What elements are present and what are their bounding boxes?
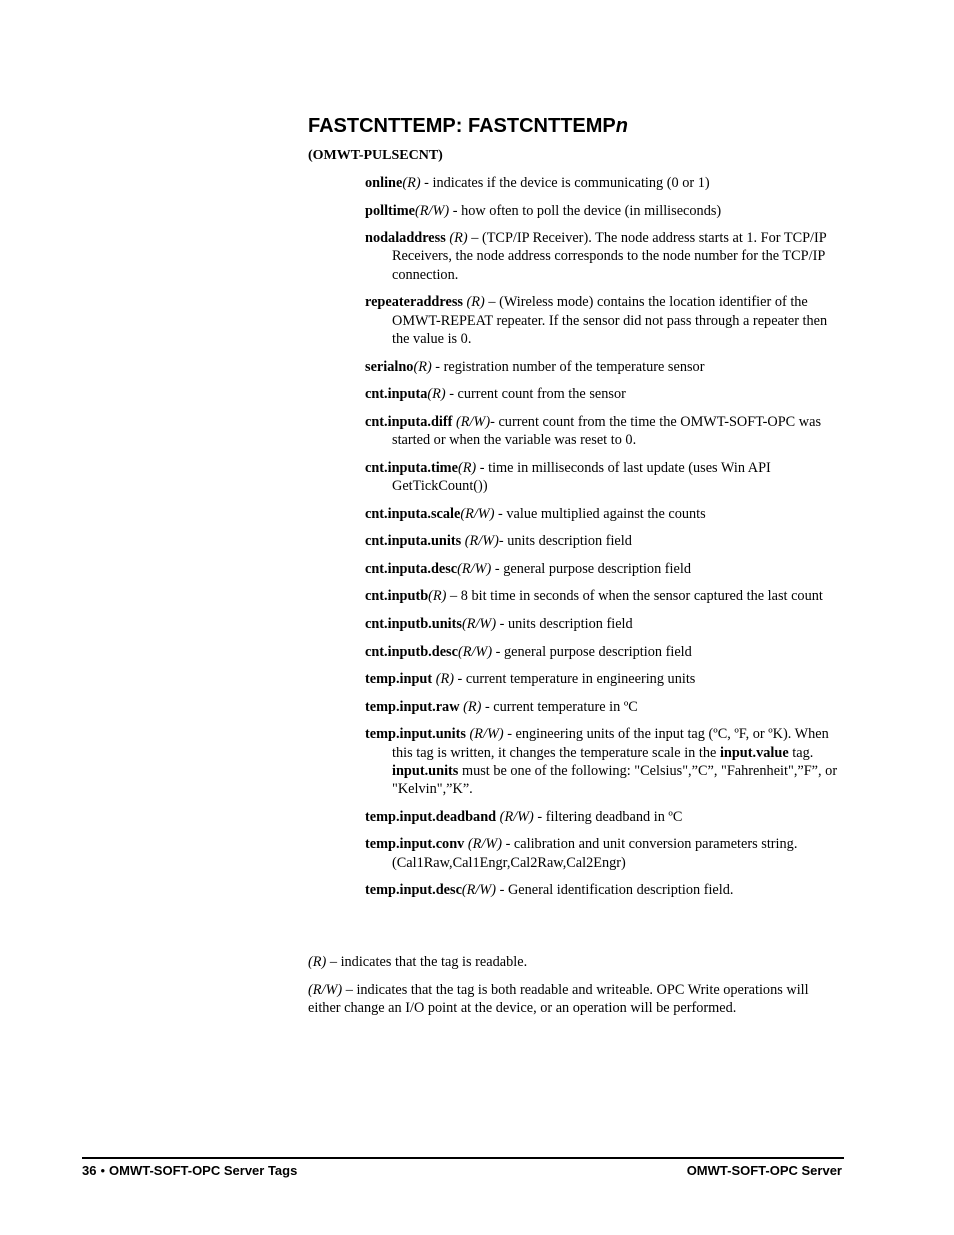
legend-readwrite <box>308 981 840 1018</box>
legend-text: – indicates that the tag is readable. <box>326 954 528 970</box>
tag-entry-temp-input-units <box>365 725 840 798</box>
tag-name: cnt.inputa.time <box>365 459 458 476</box>
tag-description: - current temperature in engineering units <box>453 671 696 688</box>
legend-text: – indicates that the tag is both readable and writeable. OPC Write operations will either change an I/O point at the device, or an operation will be performed. <box>308 981 809 1016</box>
tag-description: - current count from the sensor <box>445 386 626 403</box>
tag-access: (R) <box>427 386 446 403</box>
tag-entry-cnt-inputb-desc <box>365 643 840 661</box>
tag-description: - registration number of the temperature sensor <box>431 358 705 375</box>
tag-name: cnt.inputa.scale <box>365 505 461 522</box>
tag-entry-cnt-inputa-scale <box>365 505 840 523</box>
tag-description: – (Wireless mode) contains the location identifier of the OMWT-REPEAT repeater. If the sensor did not pass through a repeater then the value is 0. <box>392 294 828 347</box>
tag-entry-temp-input-conv <box>365 835 840 872</box>
tag-entry-repeateraddress <box>365 293 840 348</box>
tag-entry-cnt-inputb-units <box>365 615 840 633</box>
tag-entry-temp-input-desc <box>365 881 840 899</box>
legend-term: (R) <box>308 954 327 970</box>
tag-entry-cnt-inputa-time <box>365 459 840 496</box>
legend-readable <box>308 953 840 971</box>
tag-description: - current temperature in ºC <box>481 698 638 715</box>
tag-description: - engineering units of the input tag (ºC, ºF, or ºK). When this tag is written, it changes the temperature scale in the <box>392 726 829 761</box>
tag-entry-serialno <box>365 358 840 376</box>
tag-name: cnt.inputa.diff <box>365 413 453 430</box>
tag-description: - value multiplied against the counts <box>494 505 706 522</box>
tag-name: cnt.inputb.units <box>365 615 462 632</box>
tag-name: cnt.inputa.units <box>365 533 462 550</box>
tag-access: (R/W) <box>464 836 503 853</box>
tag-access: (R) <box>459 698 482 715</box>
tag-description: – (TCP/IP Receiver). The node address starts at 1. For TCP/IP Receivers, the node address corresponds to the node number for the TCP/IP connection. <box>392 230 827 283</box>
tag-entry-temp-input-deadband <box>365 808 840 826</box>
footer-product: OMWT-SOFT-OPC Server <box>686 1163 842 1178</box>
tag-description: must be one of the following: "Celsius",”C”, "Fahrenheit",”F”, or "Kelvin",”K”. <box>392 762 838 798</box>
footer-bullet: • <box>100 1163 106 1178</box>
tag-access: (R) <box>432 671 454 688</box>
page-title <box>308 113 628 139</box>
tag-description: - indicates if the device is communicating (0 or 1) <box>420 175 710 191</box>
tag-entry-cnt-inputa-desc <box>365 560 840 578</box>
tag-name: temp.input.raw <box>365 698 460 715</box>
tag-name: cnt.inputa.desc <box>365 560 458 577</box>
title-suffix: n <box>615 115 628 137</box>
tag-access: (R/W) <box>457 643 493 660</box>
tag-name: temp.input <box>365 671 433 688</box>
tag-entry-polltime <box>365 202 840 220</box>
footer-left <box>82 1162 297 1180</box>
tag-entry-cnt-inputa-diff <box>365 413 840 450</box>
tag-description: - calibration and unit conversion parameters string. (Cal1Raw,Cal1Engr,Cal2Raw,Cal2Engr) <box>392 836 798 871</box>
tag-entry-temp-input-raw <box>365 698 840 716</box>
tag-reference: input.units <box>392 762 459 779</box>
tag-access: (R/W) <box>460 505 495 522</box>
tag-access: (R/W) <box>465 726 504 743</box>
tag-name: cnt.inputb <box>365 588 429 605</box>
tag-reference: input.value <box>719 744 789 761</box>
tag-description: - units description field <box>496 615 633 632</box>
tag-access: (R/W) <box>461 882 497 899</box>
tag-entry-cnt-inputb <box>365 587 840 605</box>
tag-name: cnt.inputb.desc <box>365 643 458 660</box>
tag-description: – 8 bit time in seconds of when the sensor captured the last count <box>446 588 823 605</box>
tag-entry-cnt-inputa <box>365 385 840 403</box>
tag-access: (R) <box>445 230 468 247</box>
tag-description: - units description field <box>498 533 632 550</box>
tag-entry-temp-input <box>365 670 840 688</box>
tag-description: - how often to poll the device (in milliseconds) <box>449 202 722 219</box>
legend-term: (R/W) <box>308 981 343 998</box>
tag-description: - filtering deadband in ºC <box>533 808 683 825</box>
tag-description: - time in milliseconds of last update (uses Win API GetTickCount()) <box>392 459 771 494</box>
tag-description: - general purpose description field <box>491 560 691 577</box>
tag-access: (R) <box>428 588 447 605</box>
page-number: 36 <box>82 1163 97 1178</box>
tag-list <box>365 174 840 909</box>
tag-description: - current count from the time the OMWT-SOFT-OPC was started or when the variable was reset to 0. <box>392 413 822 449</box>
tag-access: (R/W) <box>457 560 492 577</box>
access-legend <box>308 953 840 1026</box>
tag-entry-nodaladdress <box>365 229 840 284</box>
footer-section: OMWT-SOFT-OPC Server Tags <box>109 1163 298 1178</box>
page-subtitle: (OMWT-PULSECNT) <box>308 148 443 163</box>
tag-name: temp.input.deadband <box>365 808 497 825</box>
tag-access: (R) <box>413 358 432 375</box>
tag-access: (R) <box>457 459 477 476</box>
tag-name: temp.input.conv <box>365 836 465 853</box>
tag-description: - general purpose description field <box>492 643 692 660</box>
tag-name: online <box>365 175 403 191</box>
tag-entry-online <box>365 174 840 192</box>
tag-access: (R/W) <box>496 808 534 825</box>
tag-access: (R/W) <box>461 533 499 550</box>
tag-name: repeateraddress <box>365 294 463 311</box>
tag-name: cnt.inputa <box>365 386 428 403</box>
tag-access: (R) <box>462 294 485 311</box>
tag-name: serialno <box>365 358 414 375</box>
tag-access: (R/W) <box>452 413 491 430</box>
tag-entry-cnt-inputa-units <box>365 532 840 550</box>
tag-name: temp.input.units <box>365 726 466 743</box>
tag-name: nodaladdress <box>365 230 446 247</box>
title-text: FASTCNTTEMP: FASTCNTTEMP <box>308 115 616 137</box>
tag-name: temp.input.desc <box>365 882 462 899</box>
tag-access: (R) <box>402 175 421 191</box>
tag-description: - General identification description field. <box>496 882 734 899</box>
tag-description: tag. <box>788 744 814 761</box>
tag-access: (R/W) <box>461 615 497 632</box>
footer-rule <box>82 1157 844 1159</box>
tag-access: (R/W) <box>415 202 450 219</box>
tag-name: polltime <box>365 202 416 219</box>
